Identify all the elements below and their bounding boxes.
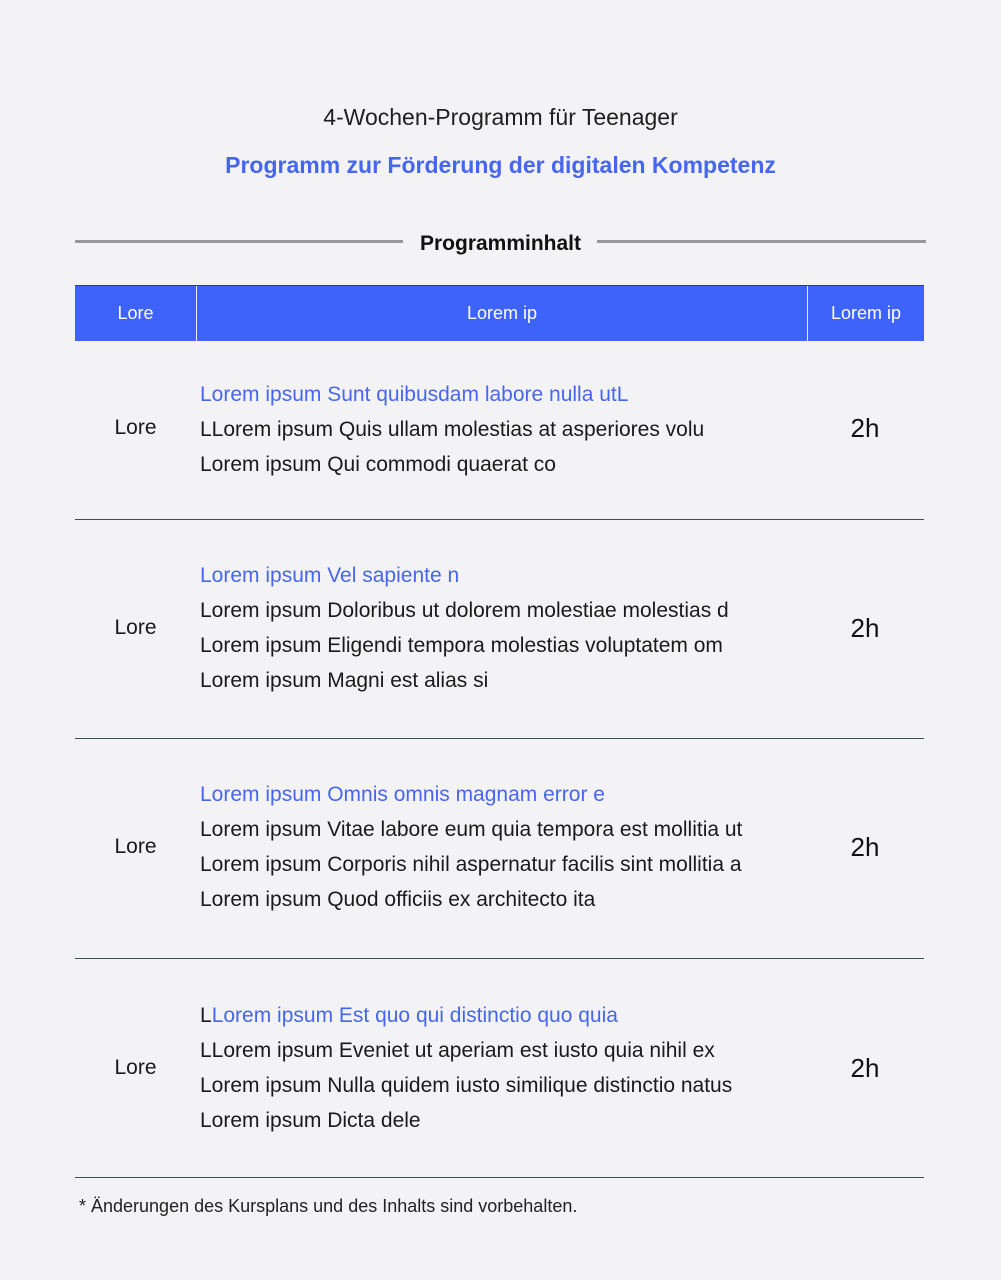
row-title-prefix: L	[200, 1004, 212, 1027]
row-line: LLorem ipsum Eveniet ut aperiam est iusto quia nihil ex	[200, 1039, 715, 1062]
footnote: * Änderungen des Kursplans und des Inhalts sind vorbehalten.	[79, 1196, 578, 1216]
table-header	[75, 285, 924, 341]
header-cell-2: Lorem ip	[197, 286, 808, 341]
row-duration: 2h	[850, 413, 880, 443]
header-cell-3: Lorem ip	[830, 303, 902, 323]
table-row	[75, 739, 924, 959]
row-label: Lore	[114, 835, 157, 858]
row-title: Lorem ipsum Sunt quibusdam labore nulla utL	[200, 383, 629, 406]
row-label: Lore	[114, 1056, 157, 1079]
section-divider	[75, 228, 926, 260]
row-line: Lorem ipsum Nulla quidem iusto similique distinctio natus	[200, 1074, 733, 1097]
row-line: Lorem ipsum Qui commodi quaerat co	[200, 453, 556, 476]
row-line: Lorem ipsum Doloribus ut dolorem molestiae molestias d	[200, 599, 729, 622]
row-line: Lorem ipsum Vitae labore eum quia tempora est mollitia ut	[200, 818, 743, 841]
row-content	[200, 558, 800, 698]
row-line: Lorem ipsum Eligendi tempora molestias voluptatem om	[200, 634, 723, 657]
row-duration: 2h	[850, 1053, 880, 1083]
row-duration: 2h	[850, 613, 880, 643]
row-title-text: Lorem ipsum Est quo qui distinctio quo quia	[211, 1004, 618, 1027]
row-line: Lorem ipsum Quod officiis ex architecto ita	[200, 888, 596, 911]
page-subtitle: Programm zur Förderung der digitalen Kompetenz	[225, 152, 776, 178]
row-label: Lore	[114, 616, 157, 639]
table-row	[75, 340, 924, 520]
row-title: Lorem ipsum Omnis omnis magnam error e	[200, 783, 605, 806]
table-row	[75, 520, 924, 739]
row-content	[200, 377, 800, 482]
row-label: Lore	[114, 416, 157, 439]
row-line: LLorem ipsum Quis ullam molestias at asperiores volu	[200, 418, 705, 441]
row-title	[200, 998, 800, 1033]
row-line: Lorem ipsum Magni est alias si	[200, 669, 489, 692]
header-cell-1: Lore	[75, 286, 197, 341]
row-line: Lorem ipsum Corporis nihil aspernatur facilis sint mollitia a	[200, 853, 742, 876]
row-line: Lorem ipsum Dicta dele	[200, 1109, 421, 1132]
page-title: 4-Wochen-Programm für Teenager	[323, 104, 678, 130]
section-label: Programminhalt	[419, 232, 582, 255]
row-title: Lorem ipsum Vel sapiente n	[200, 564, 460, 587]
row-duration: 2h	[850, 832, 880, 862]
table-row	[75, 959, 924, 1178]
row-content	[200, 998, 800, 1138]
row-content	[200, 777, 800, 917]
